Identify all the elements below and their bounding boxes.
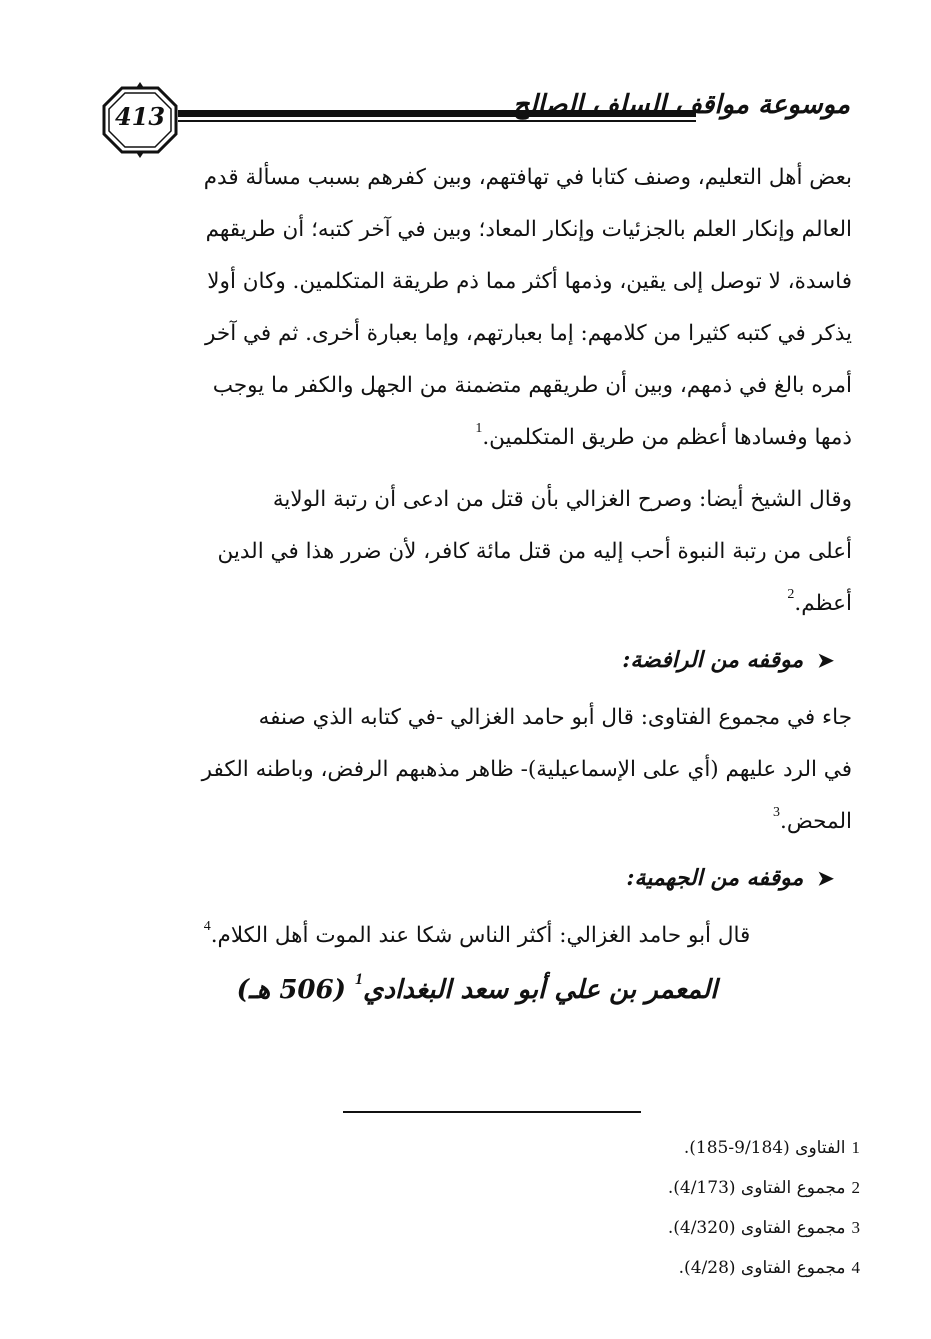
text-line-last: ذمها وفسادها أعظم من طريق المتكلمين.$^1$: [475, 421, 852, 450]
text-line: فاسدة، لا توصل إلى يقين، وذمها أكثر مما ذم طريقة المتكلمين. وكان أولا: [207, 269, 852, 294]
footnote-item: 4مجموع الفتاوى (4/28).: [678, 1258, 860, 1278]
footnote-item: 2مجموع الفتاوى (4/173).: [667, 1178, 860, 1198]
footnote-ref[interactable]: 1: [475, 421, 483, 436]
text-line-last: المحض.$^3$: [772, 805, 852, 834]
footnote-ref[interactable]: 1: [354, 971, 363, 988]
section-heading-jahmiyya: ➤موقفه من الجهمية:: [102, 852, 852, 904]
series-title: موسوعة مواقف السلف الصالح: [512, 90, 850, 120]
footnote-separator: [343, 1111, 641, 1113]
page-number: 413: [114, 102, 166, 131]
text-line: العالم وإنكار العلم بالجزئيات وإنكار المعاد؛ وبين في آخر كتبه؛ أن طريقهم: [205, 217, 852, 242]
text-line: وقال الشيخ أيضا: وصرح الغزالي بأن قتل من ادعى أن رتبة الولاية: [272, 487, 852, 512]
arrowhead-icon: ➤: [817, 866, 834, 890]
page-number-badge: [100, 82, 180, 158]
section-heading-rafida: ➤موقفه من الرافضة:: [102, 634, 852, 686]
text-line: يذكر في كتبه كثيرا من كلامهم: إما بعبارتهم، وإما بعبارة أخرى. ثم في آخر: [205, 321, 852, 346]
footnote-ref[interactable]: 4: [203, 919, 211, 934]
footnote-ref[interactable]: 3: [772, 805, 780, 820]
footnotes: [402, 1128, 860, 1288]
text-line: بعض أهل التعليم، وصنف كتابا في تهافتهم، وبين كفرهم بسبب مسألة قدم: [203, 165, 852, 190]
text-line: أعلى من رتبة النبوة أحب إليه من قتل مائة كافر، لأن ضرر هذا في الدين: [217, 539, 852, 564]
quote-line: قال أبو حامد الغزالي: أكثر الناس شكا عند الموت أهل الكلام.$^4$: [203, 919, 751, 948]
footnote-item: 1الفتاوى (9/184-185).: [683, 1138, 860, 1158]
arrowhead-icon: ➤: [817, 648, 834, 672]
main-text: [102, 152, 852, 1018]
text-line-last: أعظم.$^2$: [787, 587, 852, 616]
text-line: في الرد عليهم (أي على الإسماعيلية)- ظاهر مذهبهم الرفض، وباطنه الكفر: [201, 757, 852, 782]
page-header: [100, 82, 850, 158]
text-line: جاء في مجموع الفتاوى: قال أبو حامد الغزالي -في كتابه الذي صنفه: [258, 705, 852, 730]
footnote-item: 3مجموع الفتاوى (4/320).: [667, 1218, 860, 1238]
text-line: أمره بالغ في ذمهم، وبين أن طريقهم متضمنة من الجهل والكفر ما يوجب: [212, 373, 852, 398]
footnote-ref[interactable]: 2: [787, 587, 795, 602]
person-heading: المعمر بن علي أبو سعد البغدادي$^1$ (506 هـ): [236, 971, 718, 1005]
